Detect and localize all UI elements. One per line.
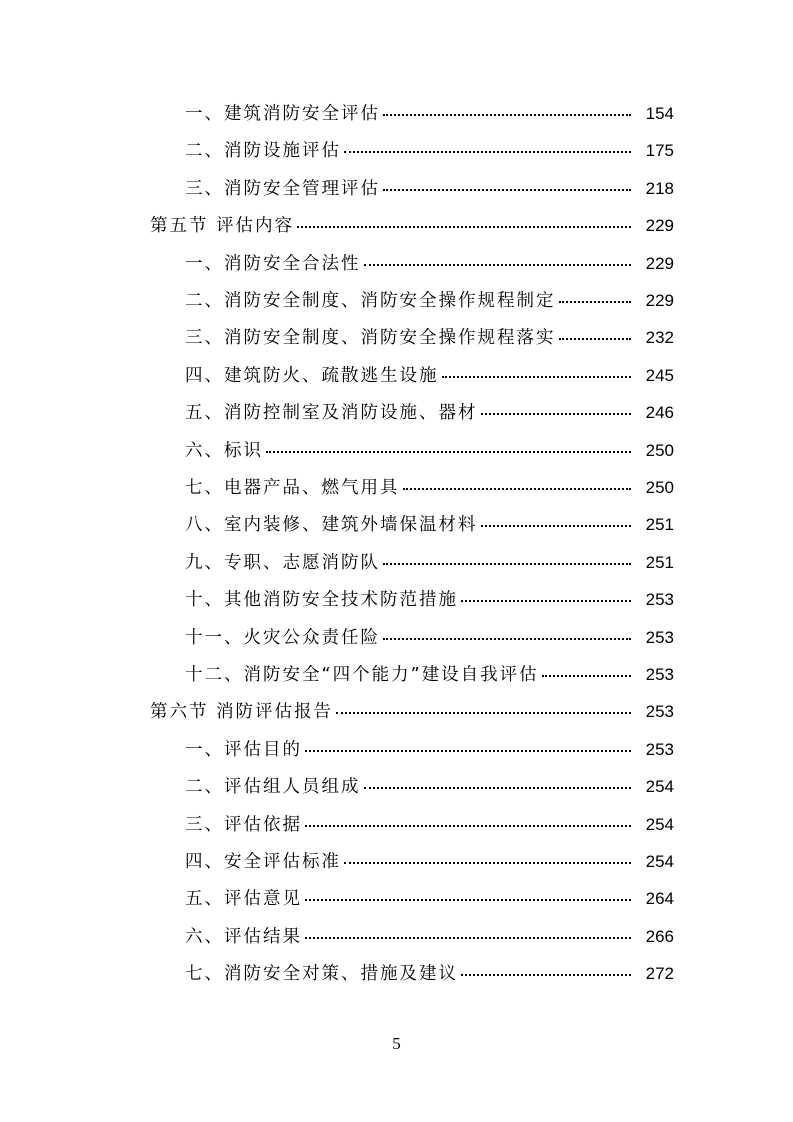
toc-entry-page: 251	[645, 552, 674, 572]
toc-entry-title: 二、消防安全制度、消防安全操作规程制定	[185, 291, 556, 311]
toc-entry[interactable]	[0, 287, 793, 324]
toc-entry-title: 一、评估目的	[185, 739, 302, 760]
toc-entry-page: 253	[645, 590, 674, 610]
toc-entry[interactable]	[0, 698, 793, 735]
dot-leader	[542, 674, 631, 677]
dot-leader	[364, 786, 632, 789]
toc-entry-title: 第五节 评估内容	[150, 216, 295, 237]
toc-entry[interactable]	[0, 885, 793, 922]
dot-leader	[383, 113, 631, 116]
toc-entry-page: 266	[645, 926, 674, 946]
toc-entry-page: 253	[645, 739, 674, 759]
toc-entry-page: 154	[645, 104, 674, 123]
dot-leader	[364, 263, 632, 266]
toc-entry-title: 第六节 消防评估报告	[150, 702, 334, 723]
toc-entry[interactable]	[0, 549, 793, 586]
toc-entry-title: 八、室内装修、建筑外墙保温材料	[185, 515, 478, 536]
toc-entry-title: 五、消防控制室及消防设施、器材	[185, 403, 478, 424]
dot-leader	[383, 637, 631, 640]
toc-entry-title: 七、消防安全对策、措施及建议	[185, 964, 458, 985]
toc-entry[interactable]	[0, 437, 793, 474]
toc-entry-title: 三、评估依据	[185, 814, 302, 835]
toc-entry[interactable]	[0, 175, 793, 212]
toc-entry[interactable]	[0, 100, 793, 137]
dot-leader	[305, 898, 631, 901]
dot-leader	[336, 711, 631, 714]
dot-leader	[383, 562, 631, 565]
toc-entry-page: 264	[645, 889, 674, 909]
toc-entry[interactable]	[0, 511, 793, 548]
toc-entry-title: 二、消防设施评估	[185, 141, 341, 162]
dot-leader	[559, 337, 632, 340]
toc-entry[interactable]	[0, 324, 793, 361]
toc-entry-title: 三、消防安全制度、消防安全操作规程落实	[185, 328, 556, 349]
toc-entry[interactable]	[0, 960, 793, 997]
dot-leader	[442, 375, 632, 378]
toc-entry-page: 254	[645, 852, 674, 871]
dot-leader	[305, 749, 631, 752]
toc-entry-title: 四、建筑防火、疏散逃生设施	[185, 365, 439, 386]
toc-entry-title: 五、评估意见	[185, 889, 302, 910]
toc-entry[interactable]	[0, 250, 793, 287]
toc-entry-page: 254	[645, 777, 674, 797]
toc-entry-title: 六、评估结果	[185, 926, 302, 947]
toc-entry-title: 三、消防安全管理评估	[185, 178, 380, 199]
toc-entry-page: 250	[645, 440, 674, 460]
toc-entry-page: 229	[645, 291, 674, 310]
dot-leader	[344, 861, 631, 864]
dot-leader	[461, 973, 631, 976]
dot-leader	[297, 225, 631, 228]
toc-entry[interactable]	[0, 736, 793, 773]
toc-entry-page: 253	[645, 627, 674, 647]
dot-leader	[559, 300, 632, 303]
toc-entry[interactable]	[0, 848, 793, 885]
toc-entry-page: 253	[645, 702, 674, 722]
toc-entry-title: 六、标识	[185, 440, 263, 461]
toc-entry-page: 253	[645, 665, 674, 684]
dot-leader	[305, 936, 631, 939]
toc-entry-page: 250	[645, 478, 674, 497]
dot-leader	[461, 599, 631, 602]
toc-entry[interactable]	[0, 811, 793, 848]
dot-leader	[383, 188, 631, 191]
toc-entry-title: 一、建筑消防安全评估	[185, 104, 380, 124]
toc-entry-title: 二、评估组人员组成	[185, 777, 361, 798]
toc-entry[interactable]	[0, 399, 793, 436]
toc-entry[interactable]	[0, 586, 793, 623]
toc-entry-page: 229	[645, 216, 674, 236]
toc-entry[interactable]	[0, 773, 793, 810]
toc-entry-title: 四、安全评估标准	[185, 852, 341, 872]
toc-entry-page: 246	[645, 403, 674, 423]
dot-leader	[403, 487, 632, 490]
toc-entry-page: 254	[645, 814, 674, 834]
toc-entry-title: 十一、火灾公众责任险	[185, 627, 380, 648]
toc-entry[interactable]	[0, 923, 793, 960]
toc-entry-page: 232	[645, 328, 674, 348]
toc-entry-title: 七、电器产品、燃气用具	[185, 478, 400, 498]
toc-entry-title: 十、其他消防安全技术防范措施	[185, 590, 458, 611]
toc-entry-page: 175	[645, 141, 674, 161]
toc-entry[interactable]	[0, 474, 793, 511]
toc-entry[interactable]	[0, 212, 793, 249]
toc-entry-title: 十二、消防安全“四个能力”建设自我评估	[185, 665, 539, 685]
toc-entry-page: 251	[645, 515, 674, 535]
toc-entry-title: 九、专职、志愿消防队	[185, 552, 380, 573]
dot-leader	[481, 524, 632, 527]
toc-entry-page: 229	[645, 253, 674, 273]
dot-leader	[344, 150, 631, 153]
dot-leader	[305, 824, 631, 827]
toc-entry-page: 218	[645, 178, 674, 198]
dot-leader	[266, 450, 631, 453]
toc-entry[interactable]	[0, 137, 793, 174]
toc-entry-page: 272	[645, 964, 674, 984]
dot-leader	[481, 412, 632, 415]
toc-entry-title: 一、消防安全合法性	[185, 253, 361, 274]
toc-entry[interactable]	[0, 362, 793, 399]
toc-entry-page: 245	[645, 365, 674, 385]
page-number: 5	[392, 1034, 401, 1053]
toc-entry[interactable]	[0, 624, 793, 661]
toc-entry[interactable]	[0, 661, 793, 698]
